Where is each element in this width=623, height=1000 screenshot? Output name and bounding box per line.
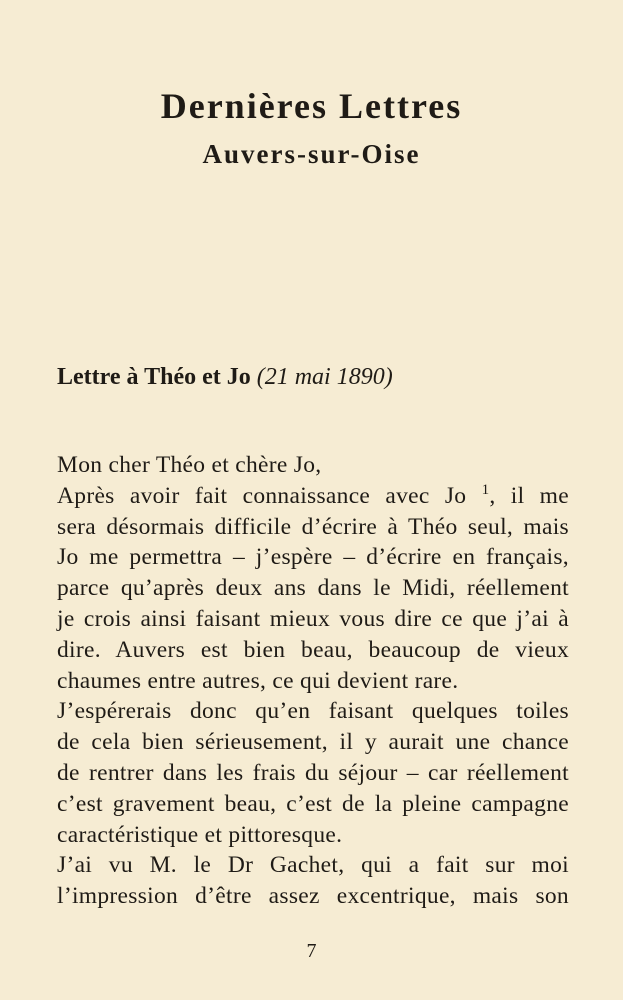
letter-date: (21 mai 1890)	[256, 364, 393, 390]
body-line-1	[57, 481, 569, 512]
body-line-2: sera désormais difficile d’écrire à Théo seul, mais	[57, 513, 569, 540]
letter-body	[57, 450, 569, 912]
footnote-marker: 1	[481, 481, 490, 498]
body-line-9: de cela bien sérieusement, il y aurait une chance	[57, 729, 569, 756]
body-line-13: J’ai vu M. le Dr Gachet, qui a fait sur moi	[57, 852, 569, 879]
body-line-4: parce qu’après deux ans dans le Midi, réellement	[57, 575, 569, 602]
body-line-8: J’espérerais donc qu’en faisant quelques toiles	[57, 698, 569, 725]
body-line-14: l’impression d’être assez excentrique, mais son	[57, 883, 569, 910]
letter-heading	[57, 360, 393, 394]
body-line-1-text: Après avoir fait connaissance avec Jo	[57, 482, 467, 509]
body-line-5: je crois ainsi faisant mieux vous dire ce que j’ai à	[57, 605, 569, 632]
body-line-12: caractéristique et pittoresque.	[57, 821, 343, 848]
page-subtitle: Auvers-sur-Oise	[202, 139, 421, 169]
salutation: Mon cher Théo et chère Jo,	[57, 452, 322, 478]
body-line-1-tail: , il me	[489, 482, 569, 509]
page-number: 7	[306, 940, 317, 962]
letter-heading-label: Lettre à Théo et Jo	[57, 364, 251, 390]
body-line-6: dire. Auvers est bien beau, beaucoup de vieux	[57, 636, 569, 663]
body-line-3: Jo me permettra – j’espère – d’écrire en français,	[57, 544, 569, 571]
body-line-11: c’est gravement beau, c’est de la pleine campagne	[57, 790, 569, 817]
page-title: Dernières Lettres	[160, 86, 463, 126]
body-line-10: de rentrer dans les frais du séjour – car réellement	[57, 759, 569, 786]
body-line-7: chaumes entre autres, ce qui devient rare.	[57, 667, 459, 694]
